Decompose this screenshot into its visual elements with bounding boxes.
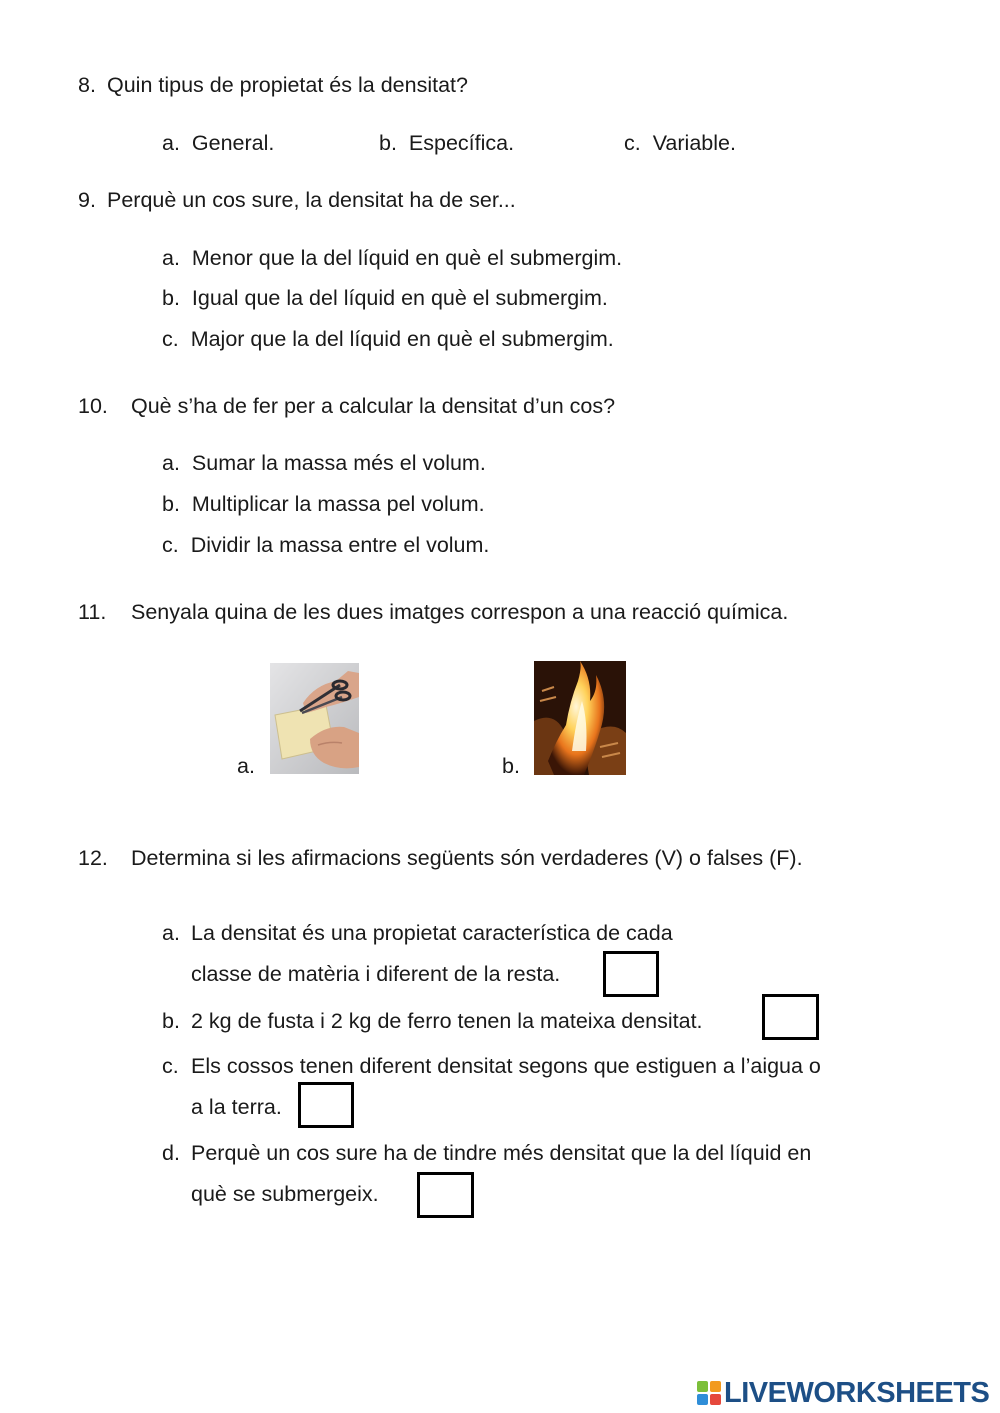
liveworksheets-logo-icon [697,1381,721,1405]
question-10-option-a[interactable] [162,453,486,475]
option-letter: b. [379,131,397,155]
logo-square-1 [697,1381,708,1392]
question-8-text: Quin tipus de propietat és la densitat? [107,73,468,97]
question-11-text: Senyala quina de les dues imatges correspon a una reacció química. [131,600,789,624]
scissors-cutting-paper-photo[interactable] [270,663,359,774]
answer-box-a[interactable] [603,951,659,997]
burning-paper-photo[interactable] [534,661,626,775]
question-9-number: 9. [78,188,96,212]
option-text: Multiplicar la massa pel volum. [191,492,485,516]
question-8-number: 8. [78,73,96,97]
option-text: Dividir la massa entre el volum. [190,533,490,557]
liveworksheets-logo[interactable] [697,1378,989,1408]
answer-box-c[interactable] [298,1082,354,1128]
option-letter: a. [162,246,180,270]
option-text: Igual que la del líquid en què el submergim. [191,286,608,310]
statement-b-line1: 2 kg de fusta i 2 kg de ferro tenen la mateixa densitat. [191,1009,703,1033]
answer-box-d[interactable] [417,1172,474,1218]
statement-d-line1: Perquè un cos sure ha de tindre més densitat que la del líquid en [191,1141,812,1165]
option-text: Sumar la massa més el volum. [191,451,486,475]
statement-a-line1: La densitat és una propietat característica de cada [191,921,673,945]
question-9-option-a[interactable] [162,248,622,270]
statement-b-letter: b. [162,1009,180,1033]
statement-c-line2: a la terra. [191,1095,282,1119]
question-10-option-b[interactable] [162,494,485,516]
option-letter: c. [624,131,641,155]
question-10-option-c[interactable] [162,535,489,557]
option-text: Específica. [408,131,515,155]
option-text: Variable. [652,131,736,155]
question-11-number: 11. [78,600,107,624]
answer-box-b[interactable] [762,994,819,1040]
question-12-number: 12. [78,846,108,870]
question-9-text: Perquè un cos sure, la densitat ha de ser... [107,188,516,212]
statement-c-line1: Els cossos tenen diferent densitat segons que estiguen a l’aigua o [191,1054,821,1078]
question-9-option-b[interactable] [162,288,608,310]
option-letter: b. [162,492,180,516]
logo-square-3 [697,1394,708,1405]
option-letter: a. [162,131,180,155]
logo-square-2 [710,1381,721,1392]
option-letter: b. [162,286,180,310]
image-a-label: a. [237,754,255,778]
question-10-text: Què s’ha de fer per a calcular la densitat d’un cos? [131,394,616,418]
option-letter: c. [162,533,179,557]
question-8-option-a[interactable] [162,133,274,155]
statement-d-line2: què se submergeix. [191,1182,379,1206]
logo-square-4 [710,1394,721,1405]
option-text: Menor que la del líquid en què el submergim. [191,246,623,270]
logo-text: LIVEWORKSHEETS [724,1376,990,1409]
question-10-number: 10. [78,394,108,418]
question-12-text: Determina si les afirmacions següents són verdaderes (V) o falses (F). [131,846,803,870]
statement-c-letter: c. [162,1054,179,1078]
statement-a-letter: a. [162,921,180,945]
option-letter: a. [162,451,180,475]
statement-d-letter: d. [162,1141,180,1165]
statement-a-line2: classe de matèria i diferent de la resta. [191,962,561,986]
question-8-option-b[interactable] [379,133,514,155]
option-letter: c. [162,327,179,351]
option-text: General. [191,131,275,155]
question-9-option-c[interactable] [162,329,614,351]
option-text: Major que la del líquid en què el submergim. [190,327,614,351]
question-8-option-c[interactable] [624,133,736,155]
image-b-label: b. [502,754,520,778]
